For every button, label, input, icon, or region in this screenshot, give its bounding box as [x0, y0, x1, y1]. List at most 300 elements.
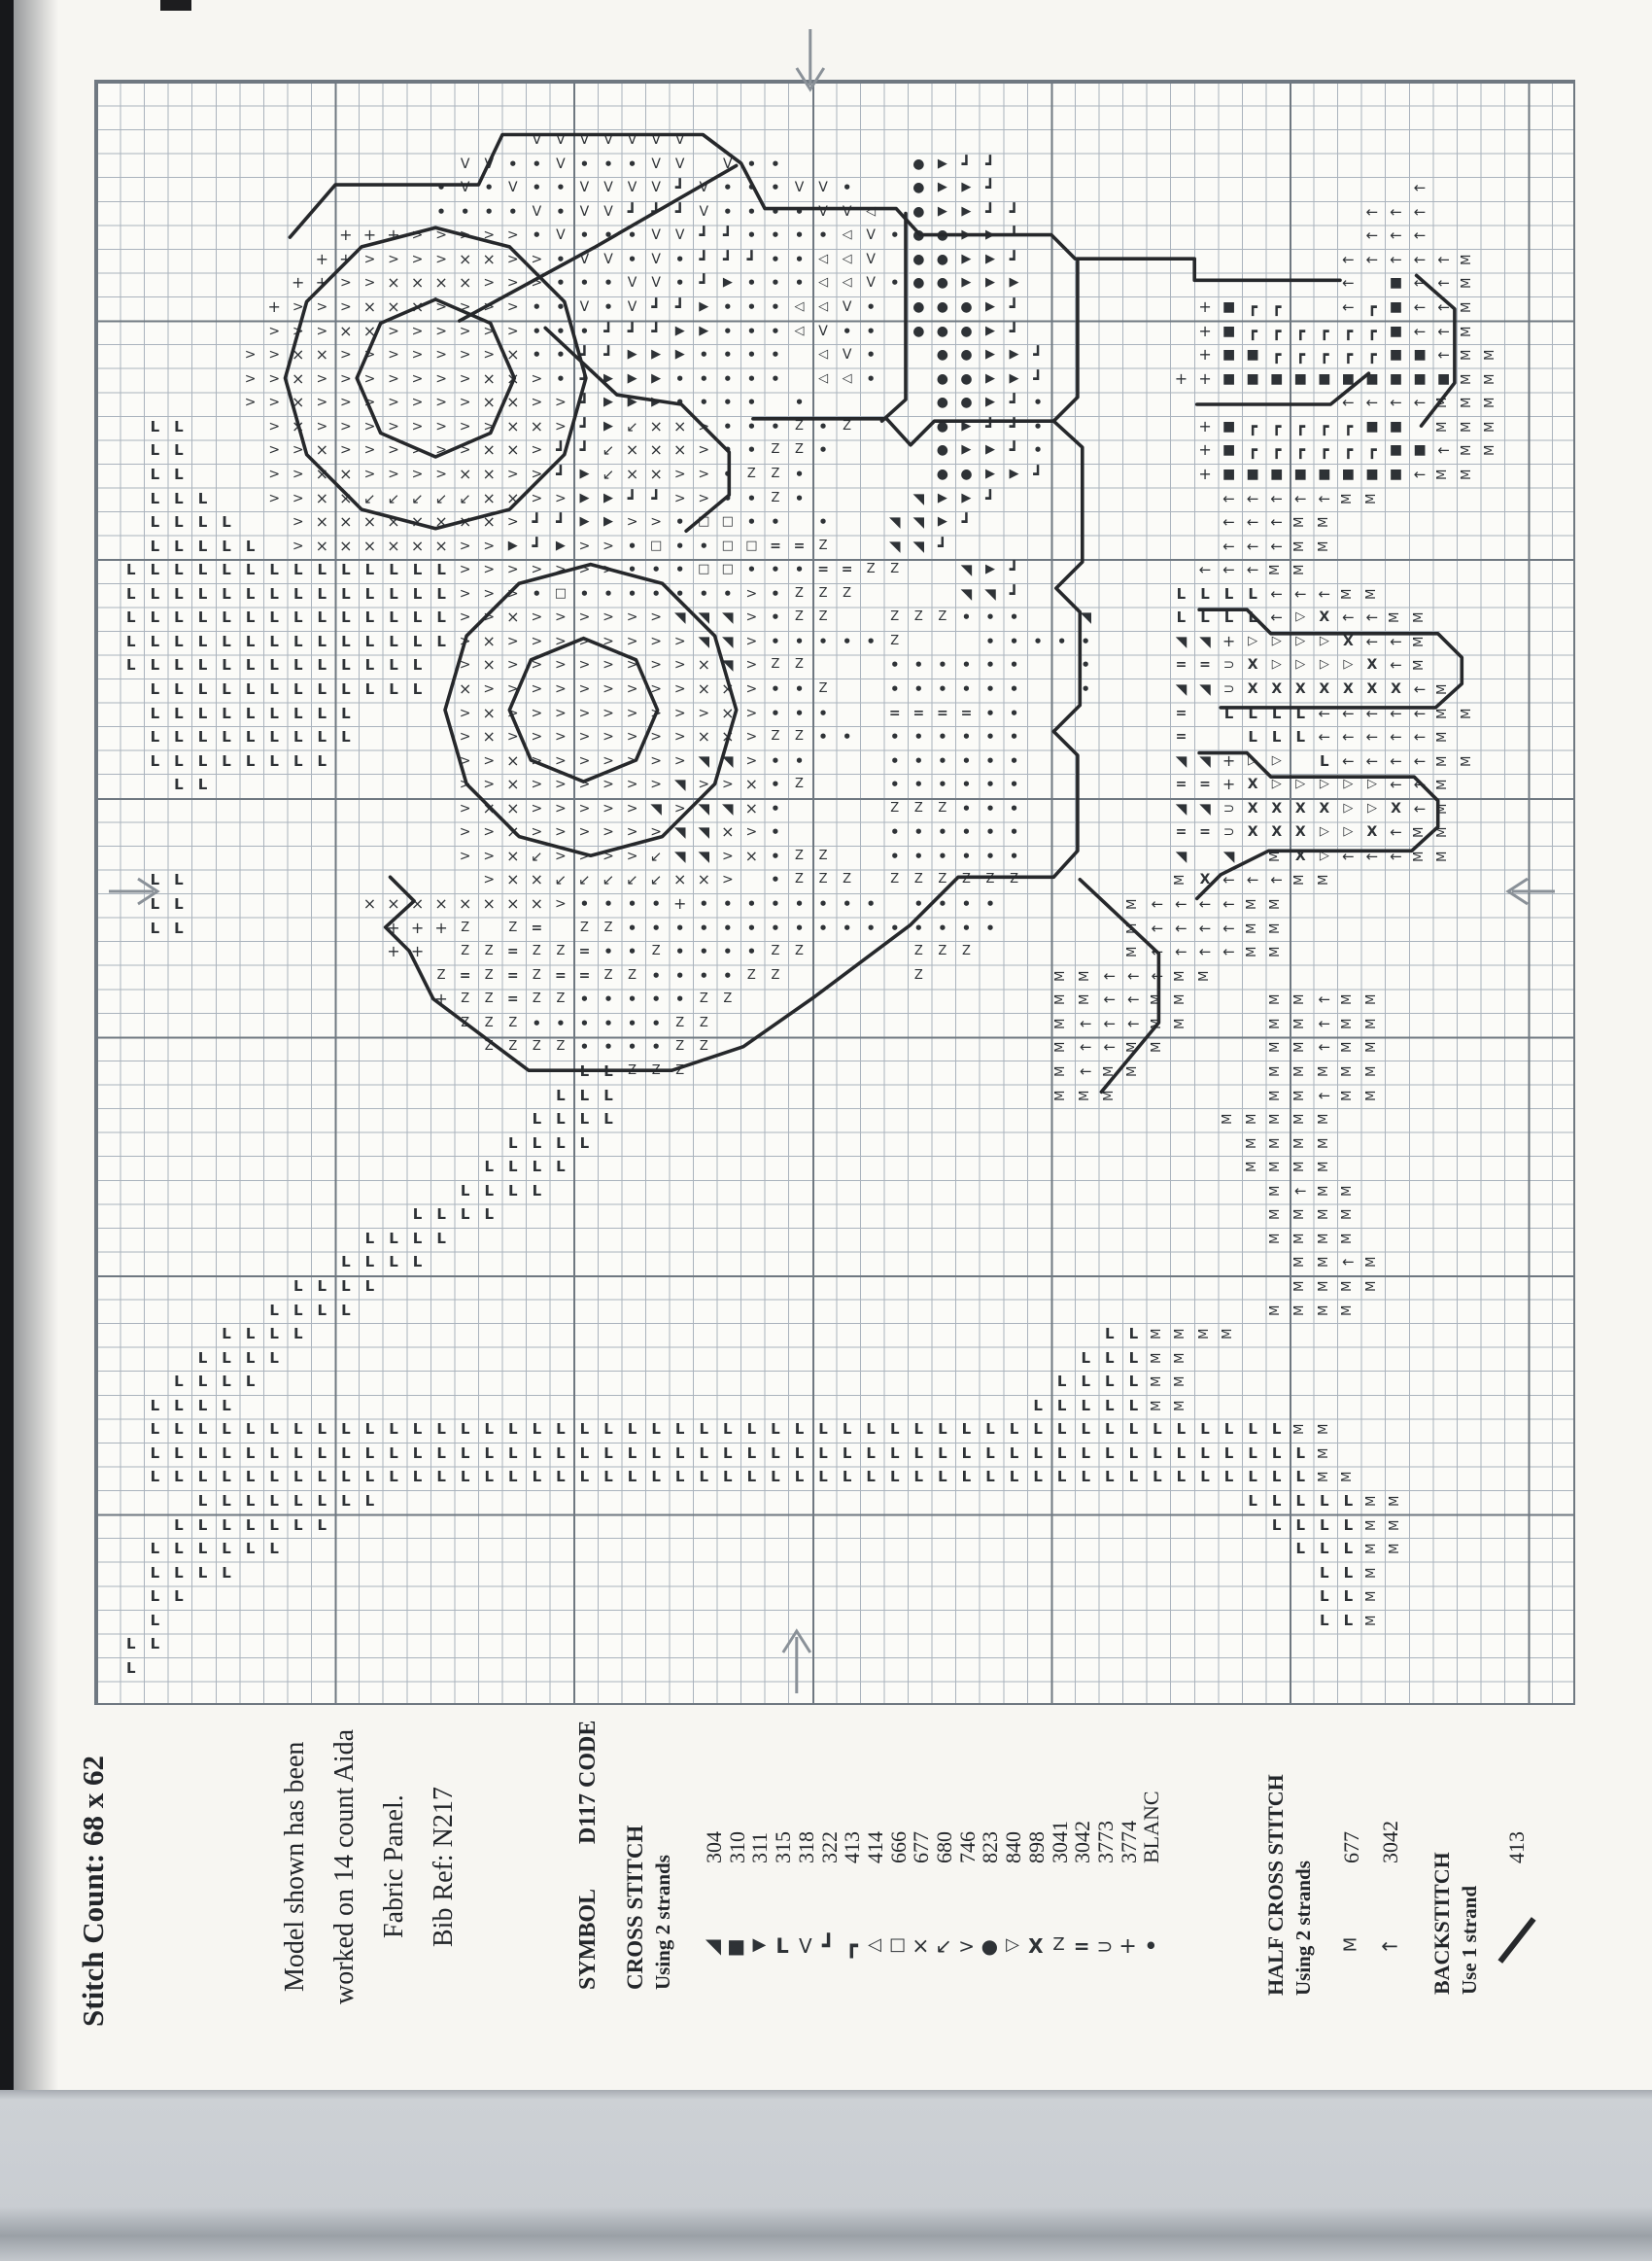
stitch-symbol: + [1222, 631, 1236, 650]
stitch-symbol: L [174, 513, 184, 532]
stitch-symbol: M [1363, 1495, 1379, 1507]
stitch-symbol: L [1223, 1420, 1234, 1439]
stitch-symbol: L [484, 1420, 494, 1439]
stitch-symbol: • [1033, 632, 1043, 650]
stitch-symbol: > [316, 418, 328, 435]
stitch-symbol: L [126, 632, 136, 650]
stitch-symbol: L [1320, 1492, 1329, 1511]
stitch-symbol: • [723, 322, 733, 340]
stitch-symbol: > [340, 299, 352, 316]
stitch-symbol: ● [912, 180, 925, 196]
stitch-symbol: L [556, 1086, 566, 1104]
stitch-symbol: X [1294, 681, 1306, 697]
stitch-symbol: ■ [1222, 323, 1236, 339]
stitch-symbol: • [507, 155, 518, 173]
stitch-symbol: > [555, 705, 567, 721]
stitch-symbol: • [913, 895, 924, 914]
stitch-symbol: > [435, 370, 447, 387]
stitch-symbol: ▶ [961, 203, 972, 219]
stitch-symbol: L [389, 609, 398, 627]
stitch-symbol: L [317, 1468, 327, 1486]
stitch-symbol: L [222, 728, 231, 747]
stitch-symbol: L [389, 1468, 398, 1486]
stitch-symbol: V [579, 251, 590, 267]
stitch-symbol: > [459, 752, 471, 769]
stitch-symbol: M [1340, 1185, 1356, 1197]
stitch-symbol: • [746, 895, 757, 914]
stitch-symbol: > [483, 227, 496, 244]
stitch-symbol: > [292, 490, 304, 506]
stitch-symbol: > [555, 848, 567, 864]
stitch-symbol: ← [1270, 584, 1283, 603]
stitch-symbol: L [364, 632, 375, 650]
stitch-symbol: ■ [1270, 370, 1284, 387]
stitch-symbol: ┛ [961, 512, 972, 532]
stitch-symbol: L [508, 1133, 518, 1152]
stitch-symbol: • [771, 919, 780, 937]
stitch-symbol: L [293, 704, 303, 722]
stitch-symbol: L [508, 1444, 518, 1462]
stitch-symbol: > [555, 824, 567, 841]
stitch-symbol: > [268, 466, 281, 482]
stitch-symbol: M [1363, 588, 1379, 600]
stitch-symbol: • [771, 680, 780, 698]
stitch-symbol: > [673, 681, 686, 697]
stitch-symbol: • [771, 513, 780, 532]
stitch-symbol: ┏ [1271, 321, 1282, 340]
stitch-symbol: L [174, 704, 184, 722]
stitch-symbol: > [578, 657, 591, 674]
thread-code: 680 [932, 1831, 956, 1863]
stitch-symbol: ▶ [984, 275, 995, 291]
stitch-symbol: • [818, 704, 828, 722]
stitch-symbol: • [556, 274, 566, 293]
stitch-symbol: ■ [1318, 466, 1331, 482]
stitch-symbol: • [556, 322, 566, 340]
stitch-symbol: • [771, 226, 780, 245]
stitch-symbol: M [1411, 660, 1427, 672]
stitch-symbol: V [532, 203, 542, 220]
stitch-symbol: L [293, 632, 303, 650]
stitch-symbol: • [674, 513, 685, 532]
stitch-symbol: ┛ [651, 488, 661, 507]
stitch-symbol: ▶ [699, 323, 709, 338]
stitch-symbol: > [459, 418, 471, 435]
stitch-symbol: > [459, 705, 471, 721]
stitch-symbol: M [1292, 1304, 1307, 1316]
stitch-symbol: □ [698, 514, 710, 530]
stitch-symbol: L [961, 1444, 972, 1462]
stitch-symbol: > [292, 442, 304, 459]
stitch-symbol: ▶ [961, 442, 972, 458]
thread-code: 3042 [1378, 1821, 1402, 1863]
stitch-symbol: ■ [1341, 370, 1355, 387]
stitch-symbol: × [339, 488, 353, 507]
stitch-symbol: > [483, 752, 496, 769]
stitch-symbol: M [1340, 1233, 1356, 1244]
stitch-symbol: ← [1103, 1038, 1117, 1057]
stitch-symbol: ▷ [1295, 657, 1306, 673]
stitch-symbol: ← [1222, 895, 1235, 914]
stitch-symbol: Z [771, 967, 780, 983]
stitch-symbol: ▶ [961, 251, 972, 266]
stitch-symbol: ← [1246, 871, 1259, 889]
stitch-symbol: L [269, 656, 279, 675]
stitch-symbol: L [603, 1061, 613, 1080]
stitch-symbol: × [506, 393, 520, 412]
stitch-symbol: ■ [1341, 466, 1355, 482]
stitch-symbol: > [555, 752, 567, 769]
stitch-symbol: > [578, 538, 591, 554]
stitch-symbol: > [268, 347, 281, 364]
stitch-symbol: ◁ [794, 299, 805, 315]
thread-code: 315 [771, 1831, 796, 1863]
stitch-symbol: M [1316, 1208, 1331, 1221]
stitch-symbol: > [268, 442, 281, 459]
stitch-symbol: ▶ [579, 514, 590, 530]
stitch-symbol: L [389, 632, 398, 650]
stitch-symbol: X [1366, 824, 1378, 841]
stitch-symbol: ● [936, 370, 948, 387]
stitch-symbol: • [627, 155, 637, 173]
stitch-symbol: L [293, 561, 303, 579]
stitch-symbol: L [222, 1468, 231, 1486]
stitch-symbol: ■ [1365, 418, 1379, 435]
stitch-symbol: L [197, 751, 208, 770]
stitch-symbol: ↙ [602, 871, 615, 889]
stitch-symbol: > [626, 752, 638, 769]
stitch-symbol: ◥ [698, 632, 710, 650]
stitch-symbol: L [293, 1277, 303, 1295]
stitch-symbol: > [578, 705, 591, 721]
stitch-symbol: L [293, 1325, 303, 1343]
stitch-symbol: • [723, 584, 733, 603]
stitch-symbol: L [913, 1420, 924, 1439]
stitch-symbol: L [197, 1540, 208, 1558]
stitch-symbol: ← [1365, 394, 1379, 412]
stitch-symbol: M [1316, 1113, 1331, 1125]
stitch-symbol: ▶ [984, 227, 995, 243]
stitch-symbol: > [506, 729, 519, 746]
stitch-symbol: L [1248, 584, 1257, 603]
stitch-symbol: = [1199, 657, 1211, 674]
stitch-symbol: L [746, 1444, 757, 1462]
stitch-symbol: L [1105, 1348, 1115, 1367]
stitch-symbol: L [364, 609, 375, 627]
legend-symbol-glyph: L [775, 1934, 789, 1958]
stitch-symbol: ← [1127, 991, 1140, 1009]
stitch-symbol: • [889, 656, 900, 675]
stitch-symbol: L [436, 584, 446, 603]
stitch-symbol: M [1053, 1065, 1069, 1077]
stitch-symbol: • [794, 919, 805, 937]
stitch-symbol: L [842, 1444, 852, 1462]
stitch-symbol: > [459, 800, 471, 817]
stitch-symbol: • [603, 155, 613, 173]
stitch-symbol: L [245, 1468, 256, 1486]
stitch-symbol: Z [795, 944, 804, 959]
stitch-symbol: Z [651, 1062, 661, 1078]
thread-code: 3041 [1047, 1821, 1072, 1863]
stitch-symbol: L [222, 584, 231, 603]
stitch-symbol: ◥ [673, 823, 686, 842]
stitch-symbol: ← [1318, 991, 1331, 1009]
stitch-symbol: ▶ [651, 370, 662, 386]
stitch-symbol: V [674, 132, 685, 149]
stitch-symbol: • [818, 226, 828, 245]
stitch-symbol: L [1343, 1515, 1354, 1534]
stitch-symbol: ◁ [818, 347, 829, 363]
stitch-symbol: > [363, 418, 376, 435]
stitch-symbol: L [436, 561, 446, 579]
stitch-symbol: ⊃ [1222, 824, 1235, 841]
stitch-symbol: > [435, 227, 447, 244]
stitch-symbol: M [1316, 1065, 1331, 1077]
stitch-symbol: M [1340, 1304, 1356, 1316]
stitch-symbol: > [531, 824, 543, 841]
stitch-symbol: ◥ [984, 584, 996, 603]
stitch-symbol: V [794, 180, 805, 196]
stitch-symbol: × [482, 368, 496, 388]
stitch-symbol: ▶ [984, 251, 995, 266]
stitch-symbol: L [985, 1468, 995, 1486]
stitch-symbol: ◁ [842, 227, 852, 243]
stitch-symbol: • [866, 346, 876, 365]
stitch-symbol: ┏ [1343, 345, 1354, 365]
stitch-symbol: • [961, 680, 972, 698]
stitch-symbol: ← [1365, 226, 1379, 245]
stitch-symbol: L [150, 441, 160, 460]
stitch-symbol: V [866, 275, 876, 292]
stitch-symbol: ← [1175, 943, 1187, 961]
stitch-symbol: ■ [1413, 442, 1427, 459]
stitch-symbol: L [197, 584, 208, 603]
stitch-symbol: + [387, 226, 400, 245]
stitch-symbol: > [340, 418, 352, 435]
stitch-symbol: × [506, 846, 520, 865]
stitch-symbol: L [150, 1611, 160, 1629]
stitch-symbol: L [1105, 1444, 1115, 1462]
stitch-symbol: ┏ [1248, 297, 1257, 317]
stitch-symbol: L [412, 1468, 423, 1486]
stitch-symbol: L [317, 704, 327, 722]
stitch-symbol: L [317, 1492, 327, 1511]
stitch-symbol: > [363, 370, 376, 387]
stitch-symbol: M [1435, 683, 1451, 695]
stitch-symbol: = [1175, 705, 1187, 721]
stitch-symbol: L [293, 1515, 303, 1534]
stitch-symbol: Z [818, 585, 828, 601]
stitch-symbol: M [1363, 1615, 1379, 1626]
stitch-count-label: Stitch Count: 68 x 62 [76, 1755, 110, 2027]
stitch-symbol: L [197, 561, 208, 579]
stitch-symbol: ■ [1246, 466, 1259, 482]
stitch-symbol: X [1366, 681, 1378, 697]
stitch-symbol: M [1053, 970, 1069, 982]
stitch-symbol: M [1459, 445, 1474, 457]
stitch-symbol: M [1268, 898, 1284, 910]
stitch-symbol: Z [795, 609, 804, 625]
stitch-symbol: > [602, 777, 614, 793]
stitch-symbol: + [1198, 440, 1212, 460]
stitch-symbol: ◥ [888, 537, 901, 555]
stitch-symbol: M [1363, 1257, 1379, 1269]
stitch-symbol: ┛ [1033, 345, 1043, 365]
stitch-symbol: L [866, 1420, 876, 1439]
stitch-symbol: > [292, 538, 304, 554]
stitch-symbol: > [531, 490, 543, 506]
stitch-symbol: M [1340, 1065, 1356, 1077]
stitch-symbol: L [1343, 1540, 1354, 1558]
stitch-symbol: L [508, 1158, 518, 1176]
stitch-symbol: L [245, 1373, 256, 1391]
stitch-symbol: × [458, 512, 472, 532]
stitch-symbol: L [245, 728, 256, 747]
stitch-symbol: ┏ [1295, 345, 1306, 365]
stitch-symbol: L [746, 1468, 757, 1486]
stitch-symbol: L [197, 1396, 208, 1414]
stitch-symbol: ← [1437, 441, 1450, 460]
stitch-symbol: L [674, 1444, 685, 1462]
stitch-symbol: • [771, 155, 780, 173]
stitch-symbol: • [627, 226, 637, 245]
stitch-symbol: > [340, 370, 352, 387]
stitch-symbol: • [556, 179, 566, 197]
stitch-symbol: × [744, 798, 759, 817]
stitch-symbol: L [126, 656, 136, 675]
stitch-symbol: • [913, 823, 924, 842]
model-note-line: Model shown has been [280, 1741, 310, 1993]
stitch-symbol: • [603, 298, 613, 317]
stitch-symbol: > [340, 442, 352, 459]
stitch-symbol: M [1363, 993, 1379, 1006]
stitch-symbol: V [674, 227, 685, 244]
stitch-symbol: L [579, 1086, 590, 1104]
stitch-symbol: ← [1342, 609, 1355, 627]
stitch-symbol: M [1173, 1018, 1188, 1029]
stitch-symbol: > [698, 490, 710, 506]
stitch-symbol: • [674, 584, 685, 603]
stitch-symbol: > [411, 442, 424, 459]
stitch-symbol: X [1294, 824, 1306, 841]
stitch-symbol: ← [1413, 274, 1427, 293]
stitch-symbol: L [341, 1253, 351, 1271]
stitch-symbol: • [556, 202, 566, 221]
stitch-symbol: • [1009, 680, 1019, 698]
stitch-symbol: M [1077, 970, 1092, 982]
stitch-symbol: + [1222, 750, 1236, 770]
stitch-symbol: L [174, 895, 184, 914]
stitch-symbol: • [842, 322, 852, 340]
stitch-symbol: > [388, 395, 399, 411]
stitch-symbol: L [150, 537, 160, 555]
stitch-symbol: > [483, 777, 496, 793]
stitch-symbol: > [483, 824, 496, 841]
stitch-symbol: M [1125, 1042, 1141, 1054]
stitch-symbol: L [293, 1492, 303, 1511]
stitch-symbol: L [245, 1492, 256, 1511]
stitch-symbol: × [482, 464, 496, 483]
stitch-symbol: M [1363, 493, 1379, 504]
stitch-symbol: Z [818, 681, 828, 696]
stitch-symbol: ↙ [363, 489, 376, 507]
stitch-symbol: M [1316, 1233, 1331, 1244]
stitch-symbol: • [699, 966, 709, 985]
stitch-symbol: L [174, 871, 184, 889]
stitch-symbol: L [150, 1587, 160, 1606]
stitch-symbol: Z [795, 777, 804, 792]
stitch-symbol: × [482, 631, 496, 650]
stitch-symbol: L [293, 1420, 303, 1439]
stitch-symbol: • [985, 656, 995, 675]
stitch-symbol: L [771, 1420, 780, 1439]
stitch-symbol: L [913, 1468, 924, 1486]
stitch-symbol: L [174, 584, 184, 603]
stitch-symbol: M [1459, 421, 1474, 433]
stitch-symbol: M [1221, 1328, 1236, 1339]
stitch-symbol: > [459, 370, 471, 387]
stitch-symbol: > [555, 896, 567, 913]
stitch-symbol: L [364, 680, 375, 698]
stitch-symbol: Z [818, 609, 828, 625]
stitch-symbol: V [818, 180, 828, 196]
stitch-symbol: M [1483, 445, 1498, 457]
stitch-symbol: • [532, 346, 542, 365]
stitch-symbol: > [506, 275, 519, 292]
stitch-symbol: + [387, 918, 400, 937]
stitch-symbol: M [1268, 1137, 1284, 1149]
stitch-symbol: ┛ [651, 297, 661, 317]
stitch-symbol: ▶ [937, 490, 947, 505]
stitch-symbol: × [673, 870, 687, 889]
stitch-symbol: M [1435, 755, 1451, 767]
stitch-symbol: ▶ [674, 347, 685, 363]
stitch-symbol: ● [912, 227, 925, 244]
stitch-symbol: □ [721, 538, 734, 553]
stitch-symbol: ← [1413, 680, 1427, 698]
stitch-symbol: L [460, 1420, 470, 1439]
stitch-symbol: M [1363, 1065, 1379, 1077]
stitch-symbol: × [506, 345, 520, 365]
stitch-symbol: L [579, 1110, 590, 1129]
stitch-symbol: L [150, 609, 160, 627]
stitch-symbol: ▷ [1343, 777, 1354, 792]
stitch-symbol: Z [771, 442, 780, 458]
stitch-symbol: V [556, 156, 566, 172]
stitch-symbol: L [1128, 1373, 1139, 1391]
stitch-symbol: ┛ [985, 488, 995, 507]
stitch-symbol: Z [484, 1015, 494, 1030]
stitch-symbol: M [1483, 421, 1498, 433]
stitch-symbol: M [1435, 803, 1451, 815]
stitch-symbol: L [222, 751, 231, 770]
stitch-symbol: L [197, 1515, 208, 1534]
stitch-symbol: L [269, 1540, 279, 1558]
stitch-symbol: L [269, 1325, 279, 1343]
stitch-symbol: M [1435, 851, 1451, 862]
stitch-symbol: + [267, 297, 281, 317]
stitch-symbol: • [651, 991, 661, 1009]
stitch-symbol: • [507, 202, 518, 221]
stitch-symbol: = [937, 705, 948, 721]
code-header-label: D117 CODE [575, 1720, 601, 1844]
stitch-symbol: M [1053, 1090, 1069, 1101]
stitch-symbol: = [578, 967, 591, 984]
stitch-symbol: V [460, 180, 470, 196]
stitch-symbol: M [1316, 1137, 1331, 1149]
stitch-symbol: L [341, 1277, 351, 1295]
stitch-symbol: × [649, 440, 663, 460]
